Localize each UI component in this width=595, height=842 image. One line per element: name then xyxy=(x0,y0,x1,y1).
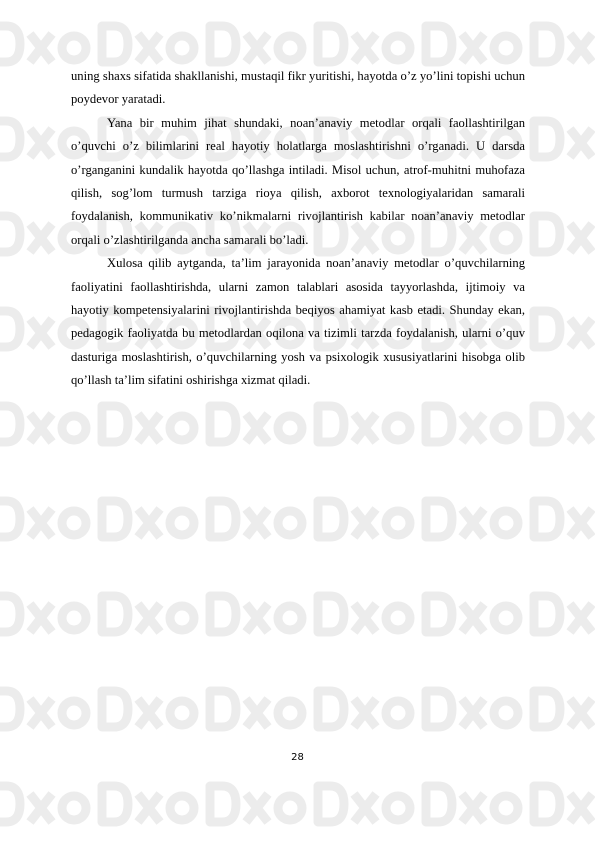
watermark-tile xyxy=(102,786,194,822)
watermark-tile xyxy=(318,501,410,537)
watermark-tile xyxy=(210,501,302,537)
watermark-tile xyxy=(534,596,595,632)
watermark-tile xyxy=(534,786,595,822)
watermark-tile xyxy=(0,786,86,822)
watermark-tile xyxy=(0,26,86,62)
paragraph-2: Yana bir muhim jihat shundaki, noan’anaviy metodlar orqali faollashtirilgan o’quvchi o’z bilimlarini real hayotiy holatlarga moslashtirishni o’rganadi. U darsda o’rganganini kundalik hayotda qo’llashga intiladi. Misol uchun, atrof-muhitni muhofaza qilish, sog’lom turmush tarziga rioya qilish, axborot texnologiyalaridan samarali foydalanish, kommunikativ ko’nikmalarni rivojlantirish kabilar noan’anaviy metodlar orqali o’zlashtirilganda ancha samarali bo’ladi. xyxy=(71,115,525,247)
watermark-tile xyxy=(534,311,595,347)
watermark-tile xyxy=(426,786,518,822)
watermark-tile xyxy=(318,786,410,822)
document-body xyxy=(71,65,525,393)
watermark-tile xyxy=(426,501,518,537)
watermark-tile xyxy=(318,406,410,442)
watermark-tile xyxy=(102,691,194,727)
watermark-tile xyxy=(210,786,302,822)
watermark-tile xyxy=(318,691,410,727)
watermark-tile xyxy=(102,26,194,62)
watermark-tile xyxy=(210,691,302,727)
watermark-tile xyxy=(318,596,410,632)
watermark-tile xyxy=(210,406,302,442)
watermark-tile xyxy=(210,26,302,62)
watermark-tile xyxy=(210,596,302,632)
page-number: 28 xyxy=(291,752,304,763)
watermark-tile xyxy=(102,501,194,537)
watermark-tile xyxy=(426,691,518,727)
watermark-tile xyxy=(426,596,518,632)
watermark-tile xyxy=(534,501,595,537)
paragraph-1: uning shaxs sifatida shakllanishi, mustaqil fikr yuritishi, hayotda o’z yo’lini topishi uchun poydevor yaratadi. xyxy=(71,69,525,107)
watermark-tile xyxy=(534,121,595,157)
watermark-tile xyxy=(534,691,595,727)
watermark-tile xyxy=(0,691,86,727)
watermark-tile xyxy=(426,406,518,442)
watermark-tile xyxy=(0,596,86,632)
watermark-tile xyxy=(102,406,194,442)
watermark-tile xyxy=(0,501,86,537)
watermark-tile xyxy=(102,596,194,632)
watermark-tile xyxy=(534,216,595,252)
watermark-tile xyxy=(0,406,86,442)
watermark-tile xyxy=(534,406,595,442)
watermark-tile xyxy=(534,26,595,62)
watermark-tile xyxy=(426,26,518,62)
paragraph-3: Xulosa qilib aytganda, ta’lim jarayonida noan’anaviy metodlar o’quvchilarning faoliyatini faollashtirishda, ularni zamon talablari asosida tayyorlashda, ijtimoiy va hayotiy kompetensiyalarini rivojlantirishda beqiyos ahamiyat kasb etadi. Shunday ekan, pedagogik faoliyatda bu metodlardan oqilona va tizimli tarzda foydalanish, ularni o’quv dasturiga moslashtirish, o’quvchilarning yosh va psixologik xususiyatlarini hisobga olib qo’llash ta’lim sifatini oshirishga xizmat qiladi. xyxy=(71,256,525,388)
watermark-tile xyxy=(318,26,410,62)
